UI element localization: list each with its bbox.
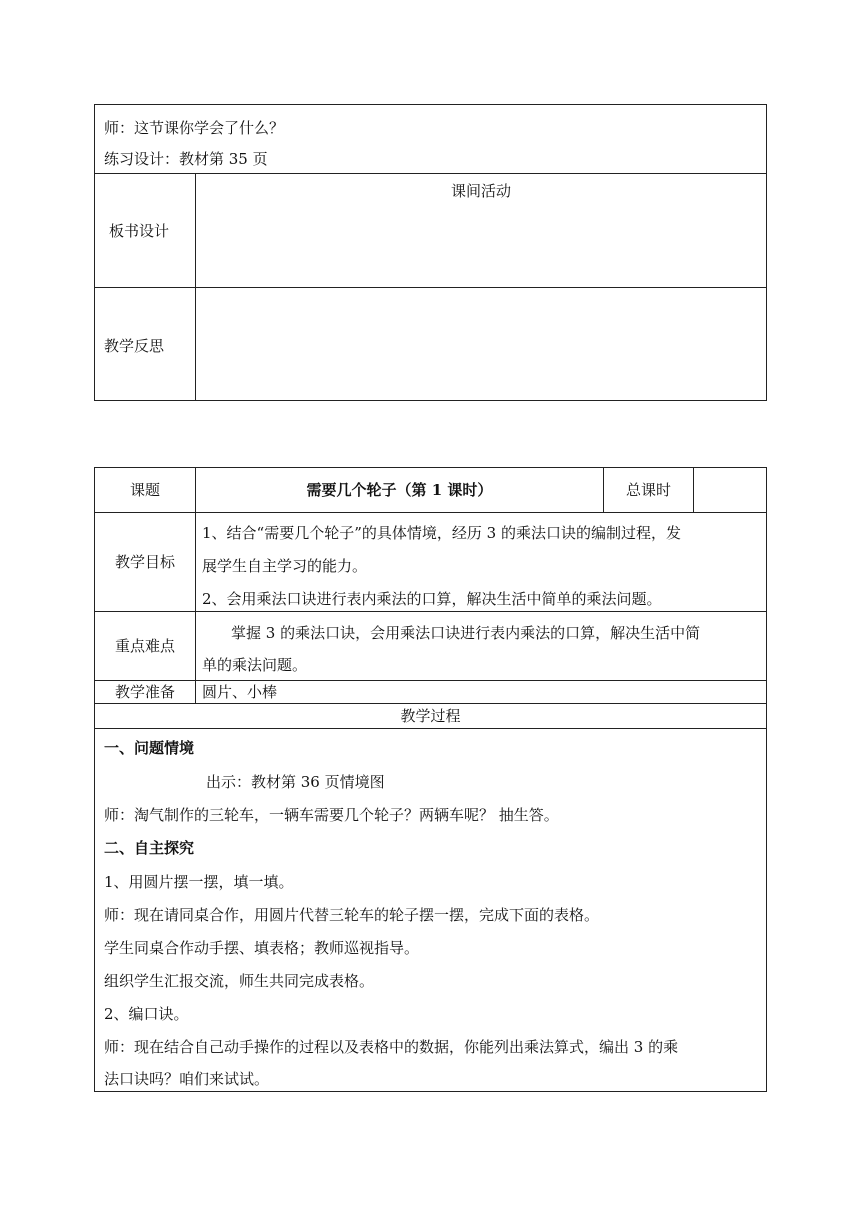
process-line: 师：现在请同桌合作，用圆片代替三轮车的轮子摆一摆，完成下面的表格。 bbox=[104, 906, 600, 924]
process-line: 法口诀吗？咱们来试试。 bbox=[104, 1070, 270, 1088]
process-line: 师：淘气制作的三轮车，一辆车需要几个轮子？两辆车呢？ 抽生答。 bbox=[104, 806, 559, 824]
process-line: 组织学生汇报交流，师生共同完成表格。 bbox=[104, 972, 375, 990]
section-heading: 二、自主探究 bbox=[104, 839, 195, 857]
total-hours-label: 总课时 bbox=[625, 481, 671, 499]
preparation-label: 教学准备 bbox=[114, 683, 175, 701]
board-design-content: 课间活动 bbox=[450, 182, 511, 200]
lesson-table-divider bbox=[94, 728, 767, 729]
objectives-line: 1、结合“需要几个轮子”的具体情境，经历 3 的乘法口诀的编制过程，发 bbox=[202, 524, 681, 542]
board-design-label: 板书设计 bbox=[109, 222, 170, 240]
objectives-label: 教学目标 bbox=[114, 553, 175, 571]
reflection-label: 教学反思 bbox=[104, 337, 165, 355]
process-line: 出示：教材第 36 页情境图 bbox=[206, 773, 385, 791]
topic-label: 课题 bbox=[129, 481, 160, 499]
keypoints-line: 单的乘法问题。 bbox=[202, 656, 308, 674]
lesson-table-border-bottom bbox=[94, 1091, 767, 1092]
lesson-table-column-divider bbox=[693, 467, 694, 513]
objectives-line: 展学生自主学习的能力。 bbox=[202, 557, 368, 575]
process-header: 教学过程 bbox=[400, 707, 461, 725]
process-line: 学生同桌合作动手摆、填表格；教师巡视指导。 bbox=[104, 939, 420, 957]
keypoints-line: 掌握 3 的乘法口诀，会用乘法口诀进行表内乘法的口算，解决生活中简 bbox=[231, 624, 701, 642]
lesson-table-border-right bbox=[766, 467, 767, 1092]
process-line: 师：现在结合自己动手操作的过程以及表格中的数据，你能列出乘法算式，编出 3 的乘 bbox=[104, 1038, 679, 1056]
practice-design-text: 练习设计：教材第 35 页 bbox=[104, 150, 268, 168]
keypoints-label: 重点难点 bbox=[114, 637, 175, 655]
topic-title: 需要几个轮子（第 1 课时） bbox=[306, 481, 493, 499]
top-table-border-right bbox=[766, 104, 767, 401]
lesson-table-column-divider bbox=[195, 467, 196, 704]
process-line: 2、编口诀。 bbox=[104, 1005, 189, 1023]
top-table-column-divider bbox=[195, 173, 196, 401]
preparation-value: 圆片、小棒 bbox=[202, 683, 278, 701]
objectives-line: 2、会用乘法口诀进行表内乘法的口算，解决生活中简单的乘法问题。 bbox=[202, 590, 662, 608]
process-line: 1、用圆片摆一摆，填一填。 bbox=[104, 873, 294, 891]
top-table-border-top bbox=[94, 104, 767, 105]
top-table-border-left bbox=[94, 104, 95, 401]
section-heading: 一、问题情境 bbox=[104, 739, 195, 757]
teacher-question-text: 师：这节课你学会了什么？ bbox=[104, 119, 285, 137]
